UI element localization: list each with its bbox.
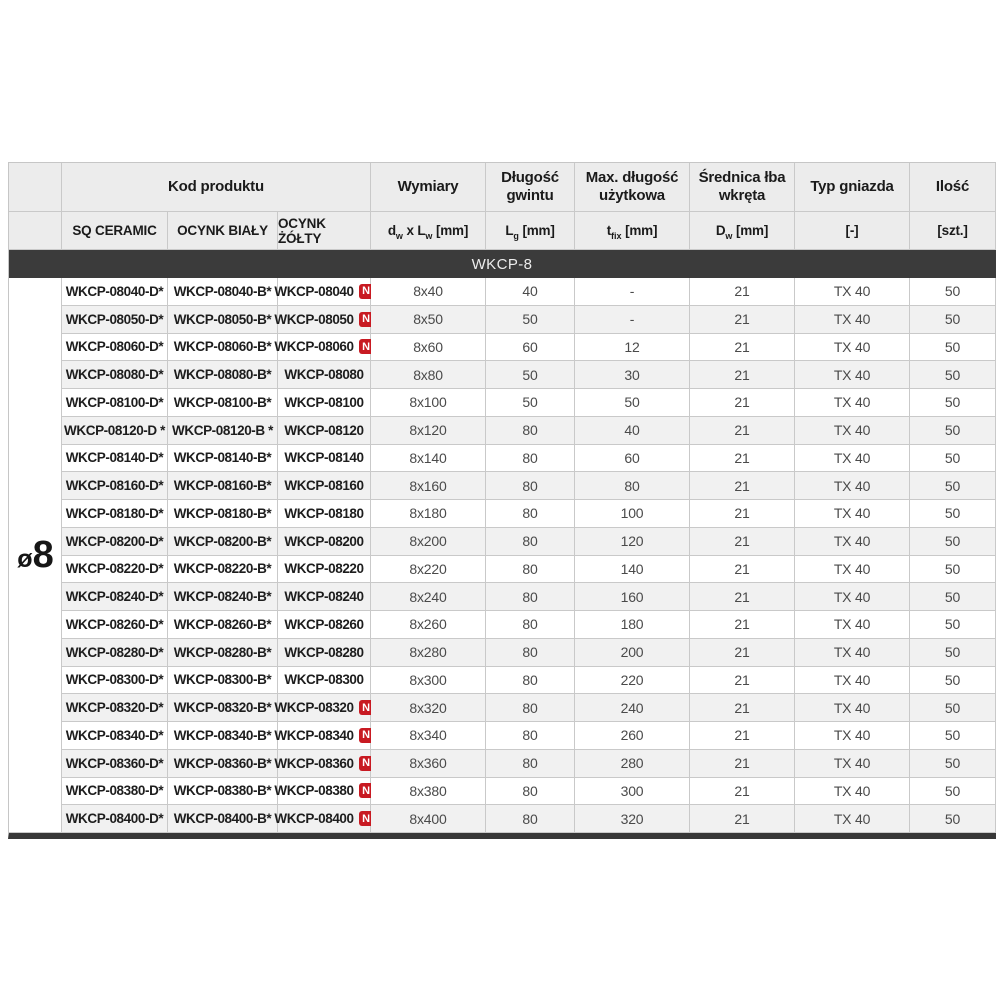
cell-wymiary: 8x100 [371, 389, 486, 417]
cell-wymiary: 8x260 [371, 611, 486, 639]
cell-ilosc: 50 [910, 722, 996, 750]
cell-max-dlugosc: 60 [575, 445, 690, 473]
cell-srednica-lba: 21 [690, 389, 795, 417]
cell-ocynk-bialy: WKCP-08040-B* [168, 278, 278, 306]
cell-ocynk-bialy: WKCP-08220-B* [168, 556, 278, 584]
cell-dlugosc-gwintu: 80 [486, 722, 575, 750]
cell-ilosc: 50 [910, 556, 996, 584]
cell-srednica-lba: 21 [690, 583, 795, 611]
subheader-empty [9, 212, 62, 250]
cell-sq-ceramic: WKCP-08180-D* [62, 500, 168, 528]
cell-ilosc: 50 [910, 639, 996, 667]
diameter-symbol: ø [17, 544, 33, 573]
cell-ilosc: 50 [910, 306, 996, 334]
subheader-typ-unit: [-] [795, 212, 910, 250]
new-product-badge: N [359, 339, 374, 354]
new-product-badge: N [359, 811, 374, 826]
cell-dlugosc-gwintu: 80 [486, 472, 575, 500]
cell-wymiary: 8x360 [371, 750, 486, 778]
cell-ilosc: 50 [910, 361, 996, 389]
cell-max-dlugosc: 12 [575, 334, 690, 362]
cell-srednica-lba: 21 [690, 556, 795, 584]
cell-srednica-lba: 21 [690, 278, 795, 306]
cell-dlugosc-gwintu: 80 [486, 694, 575, 722]
cell-sq-ceramic: WKCP-08300-D* [62, 667, 168, 695]
cell-typ-gniazda: TX 40 [795, 805, 910, 833]
cell-srednica-lba: 21 [690, 611, 795, 639]
cell-sq-ceramic: WKCP-08050-D* [62, 306, 168, 334]
cell-max-dlugosc: 160 [575, 583, 690, 611]
cell-dlugosc-gwintu: 80 [486, 583, 575, 611]
subheader-tfix-unit [575, 212, 690, 250]
cell-max-dlugosc: 200 [575, 639, 690, 667]
size-label [17, 534, 52, 577]
cell-ocynk-bialy: WKCP-08260-B* [168, 611, 278, 639]
new-product-badge: N [359, 284, 374, 299]
cell-max-dlugosc: 40 [575, 417, 690, 445]
cell-typ-gniazda: TX 40 [795, 639, 910, 667]
cell-ocynk-zolty: WKCP-08080 [278, 361, 371, 389]
cell-max-dlugosc: 280 [575, 750, 690, 778]
cell-ocynk-bialy: WKCP-08080-B* [168, 361, 278, 389]
header-empty-corner [9, 163, 62, 212]
cell-wymiary: 8x160 [371, 472, 486, 500]
cell-srednica-lba: 21 [690, 306, 795, 334]
cell-sq-ceramic: WKCP-08040-D* [62, 278, 168, 306]
cell-max-dlugosc: 260 [575, 722, 690, 750]
cell-srednica-lba: 21 [690, 334, 795, 362]
cell-sq-ceramic: WKCP-08320-D* [62, 694, 168, 722]
cell-sq-ceramic: WKCP-08120-D * [62, 417, 168, 445]
cell-max-dlugosc: 120 [575, 528, 690, 556]
cell-ilosc: 50 [910, 445, 996, 473]
cell-srednica-lba: 21 [690, 500, 795, 528]
cell-wymiary: 8x60 [371, 334, 486, 362]
cell-dlugosc-gwintu: 80 [486, 417, 575, 445]
cell-typ-gniazda: TX 40 [795, 389, 910, 417]
cell-wymiary: 8x320 [371, 694, 486, 722]
cell-ocynk-zolty: WKCP-08380 N [278, 778, 371, 806]
new-product-badge: N [359, 312, 374, 327]
cell-dlugosc-gwintu: 80 [486, 528, 575, 556]
header-dlugosc-gwintu: Długość gwintu [486, 163, 575, 212]
cell-srednica-lba: 21 [690, 639, 795, 667]
cell-typ-gniazda: TX 40 [795, 361, 910, 389]
cell-ocynk-bialy: WKCP-08280-B* [168, 639, 278, 667]
cell-srednica-lba: 21 [690, 750, 795, 778]
cell-ocynk-zolty: WKCP-08160 [278, 472, 371, 500]
unit-tfix: $t_{fix}$ [mm] [606, 223, 658, 241]
cell-max-dlugosc: 80 [575, 472, 690, 500]
cell-sq-ceramic: WKCP-08220-D* [62, 556, 168, 584]
subheader-ocynk-bialy: OCYNK BIAŁY [168, 212, 278, 250]
cell-ilosc: 50 [910, 472, 996, 500]
unit-dw-x-lw: $d_w$ x $L_w$ [mm] [387, 223, 469, 241]
cell-ocynk-bialy: WKCP-08400-B* [168, 805, 278, 833]
cell-ilosc: 50 [910, 611, 996, 639]
cell-typ-gniazda: TX 40 [795, 583, 910, 611]
cell-ocynk-zolty: WKCP-08260 [278, 611, 371, 639]
cell-srednica-lba: 21 [690, 694, 795, 722]
cell-max-dlugosc: 100 [575, 500, 690, 528]
cell-ocynk-bialy: WKCP-08300-B* [168, 667, 278, 695]
cell-sq-ceramic: WKCP-08140-D* [62, 445, 168, 473]
cell-typ-gniazda: TX 40 [795, 694, 910, 722]
cell-ilosc: 50 [910, 417, 996, 445]
cell-ocynk-zolty: WKCP-08040 N [278, 278, 371, 306]
cell-ocynk-zolty: WKCP-08140 [278, 445, 371, 473]
cell-wymiary: 8x280 [371, 639, 486, 667]
cell-dlugosc-gwintu: 80 [486, 805, 575, 833]
cell-max-dlugosc: 50 [575, 389, 690, 417]
header-srednica-lba-wkreta: Średnica łba wkręta [690, 163, 795, 212]
cell-max-dlugosc: 30 [575, 361, 690, 389]
cell-dlugosc-gwintu: 80 [486, 611, 575, 639]
cell-ocynk-zolty: WKCP-08060 N [278, 334, 371, 362]
cell-ocynk-zolty: WKCP-08320 N [278, 694, 371, 722]
cell-srednica-lba: 21 [690, 667, 795, 695]
cell-max-dlugosc: 140 [575, 556, 690, 584]
cell-dlugosc-gwintu: 80 [486, 445, 575, 473]
cell-wymiary: 8x220 [371, 556, 486, 584]
cell-sq-ceramic: WKCP-08200-D* [62, 528, 168, 556]
cell-ocynk-bialy: WKCP-08240-B* [168, 583, 278, 611]
cell-dlugosc-gwintu: 80 [486, 639, 575, 667]
unit-dw: $D_w$ [mm] [715, 223, 769, 241]
cell-ocynk-bialy: WKCP-08060-B* [168, 334, 278, 362]
subheader-wymiary-unit [371, 212, 486, 250]
cell-ocynk-bialy: WKCP-08320-B* [168, 694, 278, 722]
cell-typ-gniazda: TX 40 [795, 528, 910, 556]
cell-ocynk-zolty: WKCP-08120 [278, 417, 371, 445]
cell-dlugosc-gwintu: 50 [486, 306, 575, 334]
unit-lg: $L_g$ [mm] [505, 223, 555, 241]
cell-sq-ceramic: WKCP-08280-D* [62, 639, 168, 667]
cell-sq-ceramic: WKCP-08080-D* [62, 361, 168, 389]
cell-wymiary: 8x380 [371, 778, 486, 806]
cell-dlugosc-gwintu: 80 [486, 778, 575, 806]
cell-wymiary: 8x40 [371, 278, 486, 306]
cell-ocynk-bialy: WKCP-08180-B* [168, 500, 278, 528]
cell-max-dlugosc: 220 [575, 667, 690, 695]
cell-typ-gniazda: TX 40 [795, 750, 910, 778]
cell-ocynk-zolty: WKCP-08400 N [278, 805, 371, 833]
cell-sq-ceramic: WKCP-08100-D* [62, 389, 168, 417]
cell-ocynk-zolty: WKCP-08100 [278, 389, 371, 417]
cell-wymiary: 8x180 [371, 500, 486, 528]
cell-ocynk-zolty: WKCP-08240 [278, 583, 371, 611]
cell-ocynk-bialy: WKCP-08380-B* [168, 778, 278, 806]
cell-ilosc: 50 [910, 750, 996, 778]
cell-wymiary: 8x300 [371, 667, 486, 695]
cell-wymiary: 8x50 [371, 306, 486, 334]
product-table [8, 162, 996, 839]
cell-srednica-lba: 21 [690, 472, 795, 500]
header-max-dlugosc-uzytkowa: Max. długość użytkowa [575, 163, 690, 212]
cell-srednica-lba: 21 [690, 361, 795, 389]
cell-typ-gniazda: TX 40 [795, 278, 910, 306]
cell-wymiary: 8x200 [371, 528, 486, 556]
cell-wymiary: 8x80 [371, 361, 486, 389]
cell-ilosc: 50 [910, 583, 996, 611]
header-wymiary: Wymiary [371, 163, 486, 212]
cell-ocynk-zolty: WKCP-08220 [278, 556, 371, 584]
cell-ilosc: 50 [910, 500, 996, 528]
subheader-dw-unit [690, 212, 795, 250]
cell-wymiary: 8x400 [371, 805, 486, 833]
cell-ocynk-bialy: WKCP-08200-B* [168, 528, 278, 556]
cell-dlugosc-gwintu: 40 [486, 278, 575, 306]
cell-typ-gniazda: TX 40 [795, 334, 910, 362]
cell-ilosc: 50 [910, 667, 996, 695]
cell-dlugosc-gwintu: 80 [486, 667, 575, 695]
size-label-cell [9, 278, 62, 833]
cell-sq-ceramic: WKCP-08060-D* [62, 334, 168, 362]
cell-typ-gniazda: TX 40 [795, 306, 910, 334]
cell-wymiary: 8x340 [371, 722, 486, 750]
cell-ocynk-bialy: WKCP-08360-B* [168, 750, 278, 778]
cell-ilosc: 50 [910, 528, 996, 556]
cell-typ-gniazda: TX 40 [795, 472, 910, 500]
cell-sq-ceramic: WKCP-08160-D* [62, 472, 168, 500]
cell-ocynk-bialy: WKCP-08340-B* [168, 722, 278, 750]
cell-typ-gniazda: TX 40 [795, 417, 910, 445]
cell-dlugosc-gwintu: 50 [486, 361, 575, 389]
cell-wymiary: 8x140 [371, 445, 486, 473]
cell-srednica-lba: 21 [690, 722, 795, 750]
cell-ocynk-zolty: WKCP-08180 [278, 500, 371, 528]
cell-ocynk-bialy: WKCP-08140-B* [168, 445, 278, 473]
cell-ilosc: 50 [910, 278, 996, 306]
new-product-badge: N [359, 783, 374, 798]
cell-typ-gniazda: TX 40 [795, 556, 910, 584]
cell-sq-ceramic: WKCP-08360-D* [62, 750, 168, 778]
cell-ilosc: 50 [910, 389, 996, 417]
new-product-badge: N [359, 700, 374, 715]
diameter-value: 8 [32, 533, 53, 576]
cell-sq-ceramic: WKCP-08240-D* [62, 583, 168, 611]
cell-ocynk-zolty: WKCP-08200 [278, 528, 371, 556]
cell-ilosc: 50 [910, 694, 996, 722]
new-product-badge: N [359, 728, 374, 743]
subheader-ilosc-unit: [szt.] [910, 212, 996, 250]
cell-dlugosc-gwintu: 80 [486, 556, 575, 584]
cell-ocynk-zolty: WKCP-08340 N [278, 722, 371, 750]
cell-wymiary: 8x120 [371, 417, 486, 445]
group-band-wkcp-8: WKCP-8 [9, 250, 996, 278]
subheader-sq-ceramic: SQ CERAMIC [62, 212, 168, 250]
cell-ocynk-zolty: WKCP-08050 N [278, 306, 371, 334]
cell-typ-gniazda: TX 40 [795, 611, 910, 639]
cell-typ-gniazda: TX 40 [795, 778, 910, 806]
cell-srednica-lba: 21 [690, 805, 795, 833]
cell-dlugosc-gwintu: 80 [486, 750, 575, 778]
cell-max-dlugosc: - [575, 306, 690, 334]
header-kod-produktu: Kod produktu [62, 163, 371, 212]
cell-srednica-lba: 21 [690, 778, 795, 806]
cell-sq-ceramic: WKCP-08340-D* [62, 722, 168, 750]
cell-wymiary: 8x240 [371, 583, 486, 611]
cell-typ-gniazda: TX 40 [795, 667, 910, 695]
cell-sq-ceramic: WKCP-08400-D* [62, 805, 168, 833]
cell-max-dlugosc: 320 [575, 805, 690, 833]
subheader-ocynk-zolty: OCYNK ŻÓŁTY [278, 212, 371, 250]
cell-sq-ceramic: WKCP-08260-D* [62, 611, 168, 639]
cell-max-dlugosc: 240 [575, 694, 690, 722]
cell-dlugosc-gwintu: 50 [486, 389, 575, 417]
cell-ilosc: 50 [910, 805, 996, 833]
cell-typ-gniazda: TX 40 [795, 722, 910, 750]
cell-ocynk-bialy: WKCP-08050-B* [168, 306, 278, 334]
cell-max-dlugosc: 300 [575, 778, 690, 806]
cell-typ-gniazda: TX 40 [795, 500, 910, 528]
cell-sq-ceramic: WKCP-08380-D* [62, 778, 168, 806]
cell-ocynk-zolty: WKCP-08300 [278, 667, 371, 695]
cell-ocynk-bialy: WKCP-08120-B * [168, 417, 278, 445]
subheader-lg-unit [486, 212, 575, 250]
cell-max-dlugosc: 180 [575, 611, 690, 639]
cell-ocynk-zolty: WKCP-08360 N [278, 750, 371, 778]
cell-srednica-lba: 21 [690, 417, 795, 445]
cell-typ-gniazda: TX 40 [795, 445, 910, 473]
cell-ilosc: 50 [910, 334, 996, 362]
cell-ocynk-bialy: WKCP-08100-B* [168, 389, 278, 417]
cell-dlugosc-gwintu: 60 [486, 334, 575, 362]
cell-ilosc: 50 [910, 778, 996, 806]
cell-max-dlugosc: - [575, 278, 690, 306]
cell-dlugosc-gwintu: 80 [486, 500, 575, 528]
cell-srednica-lba: 21 [690, 445, 795, 473]
new-product-badge: N [359, 756, 374, 771]
cell-ocynk-zolty: WKCP-08280 [278, 639, 371, 667]
cell-ocynk-bialy: WKCP-08160-B* [168, 472, 278, 500]
header-typ-gniazda: Typ gniazda [795, 163, 910, 212]
header-ilosc: Ilość [910, 163, 996, 212]
cell-srednica-lba: 21 [690, 528, 795, 556]
